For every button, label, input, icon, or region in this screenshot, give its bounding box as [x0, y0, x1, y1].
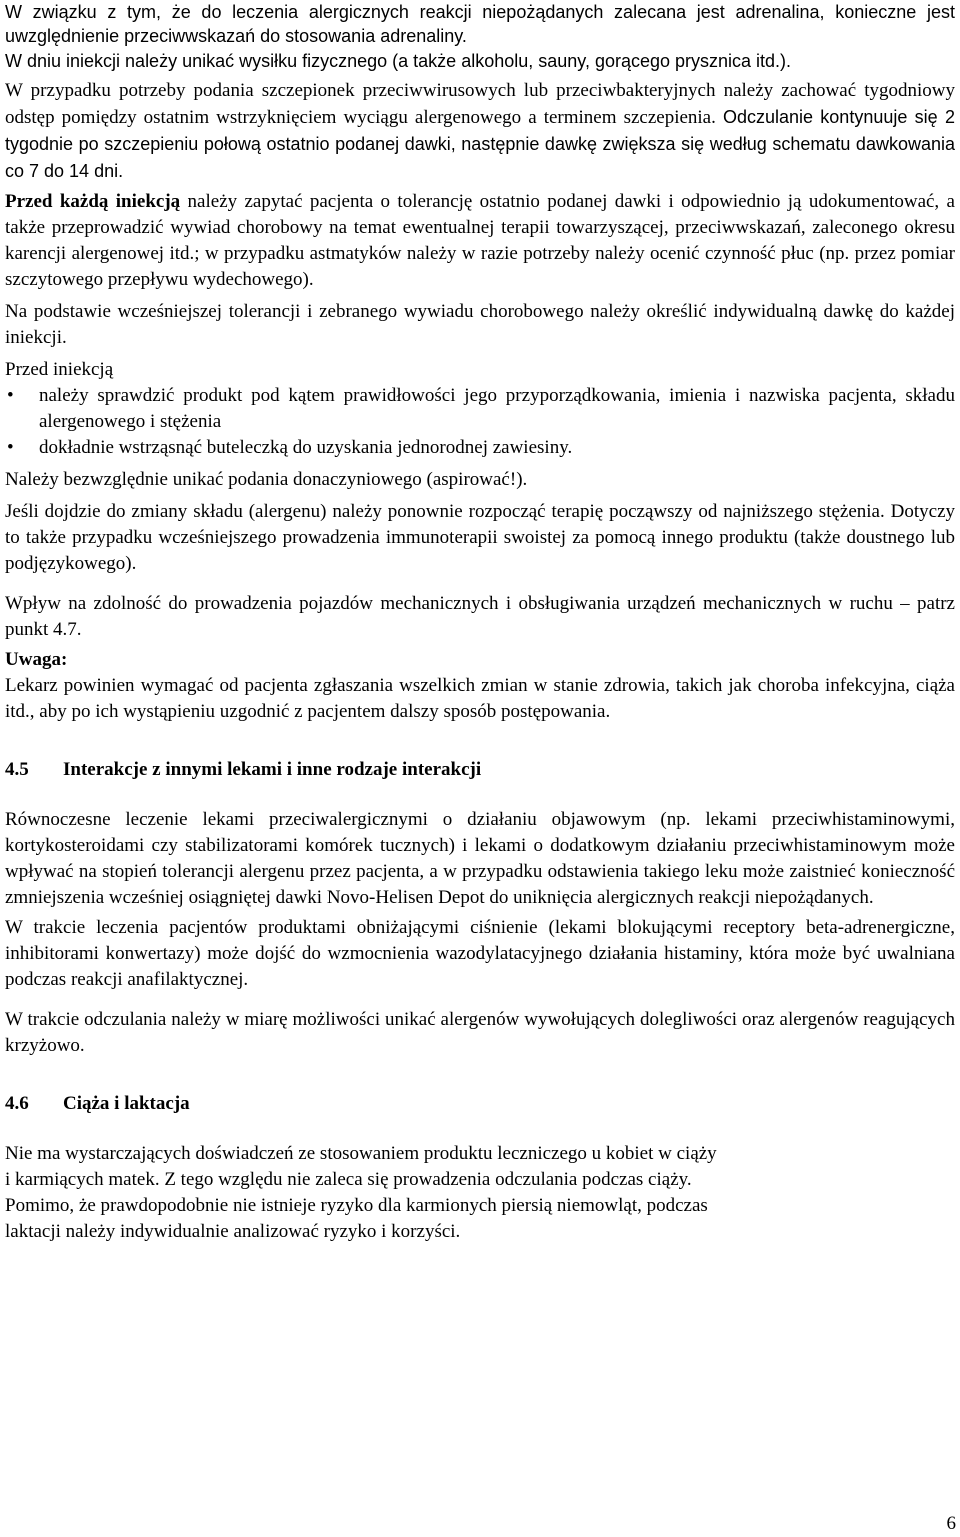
- before-each-injection-label: Przed każdą iniekcją: [5, 191, 181, 212]
- document-page: [5, 0, 955, 1245]
- bullet-icon: •: [7, 437, 14, 458]
- section-heading-4-5: [5, 757, 955, 783]
- list-item: [5, 435, 955, 461]
- paragraph-injection-day: W dniu iniekcji należy unikać wysiłku fizycznego (a także alkoholu, sauny, gorącego prysznica itd.).: [5, 51, 792, 71]
- paragraph-intravascular-warning: Należy bezwzględnie unikać podania donaczyniowego (aspirować!).: [5, 469, 528, 490]
- before-injection-list: [5, 383, 955, 461]
- paragraph-avoid-allergens: W trakcie odczulania należy w miarę możliwości unikać alergenów wywołujących dolegliwości oraz alergenów reagujących krzyżowo.: [5, 1009, 955, 1056]
- list-item-text: dokładnie wstrząsnąć buteleczką do uzyskania jednorodnej zawiesiny.: [39, 437, 573, 458]
- lactation-line: Pomimo, że prawdopodobnie nie istnieje ryzyko dla karmionych piersią niemowląt, podczas: [5, 1195, 708, 1216]
- section-heading-4-6: [5, 1091, 955, 1117]
- section-number: 4.6: [5, 1093, 29, 1114]
- paragraph-before-injection: Przed iniekcją: [5, 359, 114, 380]
- section-number: 4.5: [5, 759, 29, 780]
- lactation-line: laktacji należy indywidualnie analizować ryzyko i korzyści.: [5, 1221, 461, 1242]
- list-item-text: należy sprawdzić produkt pod kątem prawidłowości jego przyporządkowania, imienia i nazwiska pacjenta, składu alergenowego i stężenia: [39, 385, 955, 432]
- paragraph-note: Lekarz powinien wymagać od pacjenta zgłaszania wszelkich zmian w stanie zdrowia, takich jak choroba infekcyjna, ciąża itd., aby po ich wystąpieniu uzgodnić z pacjentem dalszy sposób postępowania.: [5, 675, 955, 722]
- pregnancy-paragraphs: [5, 1141, 955, 1245]
- paragraph-driving-ability: Wpływ na zdolność do prowadzenia pojazdów mechanicznych i obsługiwania urządzeń mechanicznych w ruchu – patrz punkt 4.7.: [5, 593, 955, 640]
- vaccination-continuation-text: Odczulanie kontynuuje się 2 tygodnie po szczepieniu połową ostatnio podanej dawki, następnie dawkę zwiększa się według schematu dawkowania co 7 do 14 dni.: [5, 107, 956, 181]
- paragraph-vaccination: [5, 78, 955, 185]
- paragraph-individual-dose: Na podstawie wcześniejszej tolerancji i zebranego wywiadu chorobowego należy określić indywidualną dawkę do każdej iniekcji.: [5, 301, 955, 348]
- pregnancy-line: i karmiących matek. Z tego względu nie zaleca się prowadzenia odczulania podczas ciąży.: [5, 1169, 692, 1190]
- paragraph-antiallergic-drugs: Równoczesne leczenie lekami przeciwalergicznymi o działaniu objawowym (np. lekami przeciwhistaminowymi, kortykosteroidami czy stabilizatorami komórek tucznych) i lekami o dodatkowym działaniu przeciwhistaminowym może wpływać na stopień tolerancji alergenu przez pacjenta, a w przypadku odstawienia takiego leku może zaistnieć konieczność zmniejszenia wcześniej osiągniętej dawki Novo-Helisen Depot do uniknięcia alergicznych reakcji niepożądanych.: [5, 809, 955, 908]
- vaccination-interval-text: W przypadku potrzeby podania szczepionek przeciwwirusowych lub przeciwbakteryjnych należy zachować tygodniowy odstęp pomiędzy ostatnim wstrzyknięciem wyciągu alergenowego a terminem szczepienia.: [5, 80, 955, 128]
- section-title: Ciąża i laktacja: [63, 1093, 190, 1114]
- before-each-injection-text: należy zapytać pacjenta o tolerancję ostatnio podanej dawki i odpowiednio ją udokumentować, a także przeprowadzić wywiad chorobowy na temat ewentualnej terapii towarzyszącej, przeciwwskazań, zaleconego okresu karencji alergenowej itd.; w przypadku astmatyków należy w razie potrzeby należy ocenić czynność płuc (np. przez pomiar szczytowego przepływu wydechowego).: [5, 191, 955, 290]
- section-title: Interakcje z innymi lekami i inne rodzaje interakcji: [63, 759, 482, 780]
- page-number: 6: [946, 1513, 956, 1534]
- list-item: [5, 383, 955, 435]
- note-label: Uwaga:: [5, 649, 68, 670]
- paragraph-adrenaline: W związku z tym, że do leczenia alergicznych reakcji niepożądanych zalecana jest adrenalina, konieczne jest uwzględnienie przeciwwskazań do stosowania adrenaliny.: [5, 2, 955, 46]
- paragraph-allergen-change: Jeśli dojdzie do zmiany składu (alergenu) należy ponownie rozpocząć terapię począwszy od najniższego stężenia. Dotyczy to także przypadku wcześniejszego prowadzenia immunoterapii swoistej za pomocą innego produktu (także doustnego lub podjęzykowego).: [5, 501, 955, 574]
- paragraph-before-each-injection: [5, 189, 955, 293]
- pregnancy-line: Nie ma wystarczających doświadczeń ze stosowaniem produktu leczniczego u kobiet w ciąży: [5, 1143, 717, 1164]
- paragraph-antihypertensive-drugs: W trakcie leczenia pacjentów produktami obniżającymi ciśnienie (lekami blokującymi receptory beta-adrenergiczne, inhibitorami konwertazy) może dojść do wzmocnienia wazodylatacyjnego działania histaminy, która może być uwalniana podczas reakcji anafilaktycznej.: [5, 917, 955, 990]
- bullet-icon: •: [7, 385, 14, 406]
